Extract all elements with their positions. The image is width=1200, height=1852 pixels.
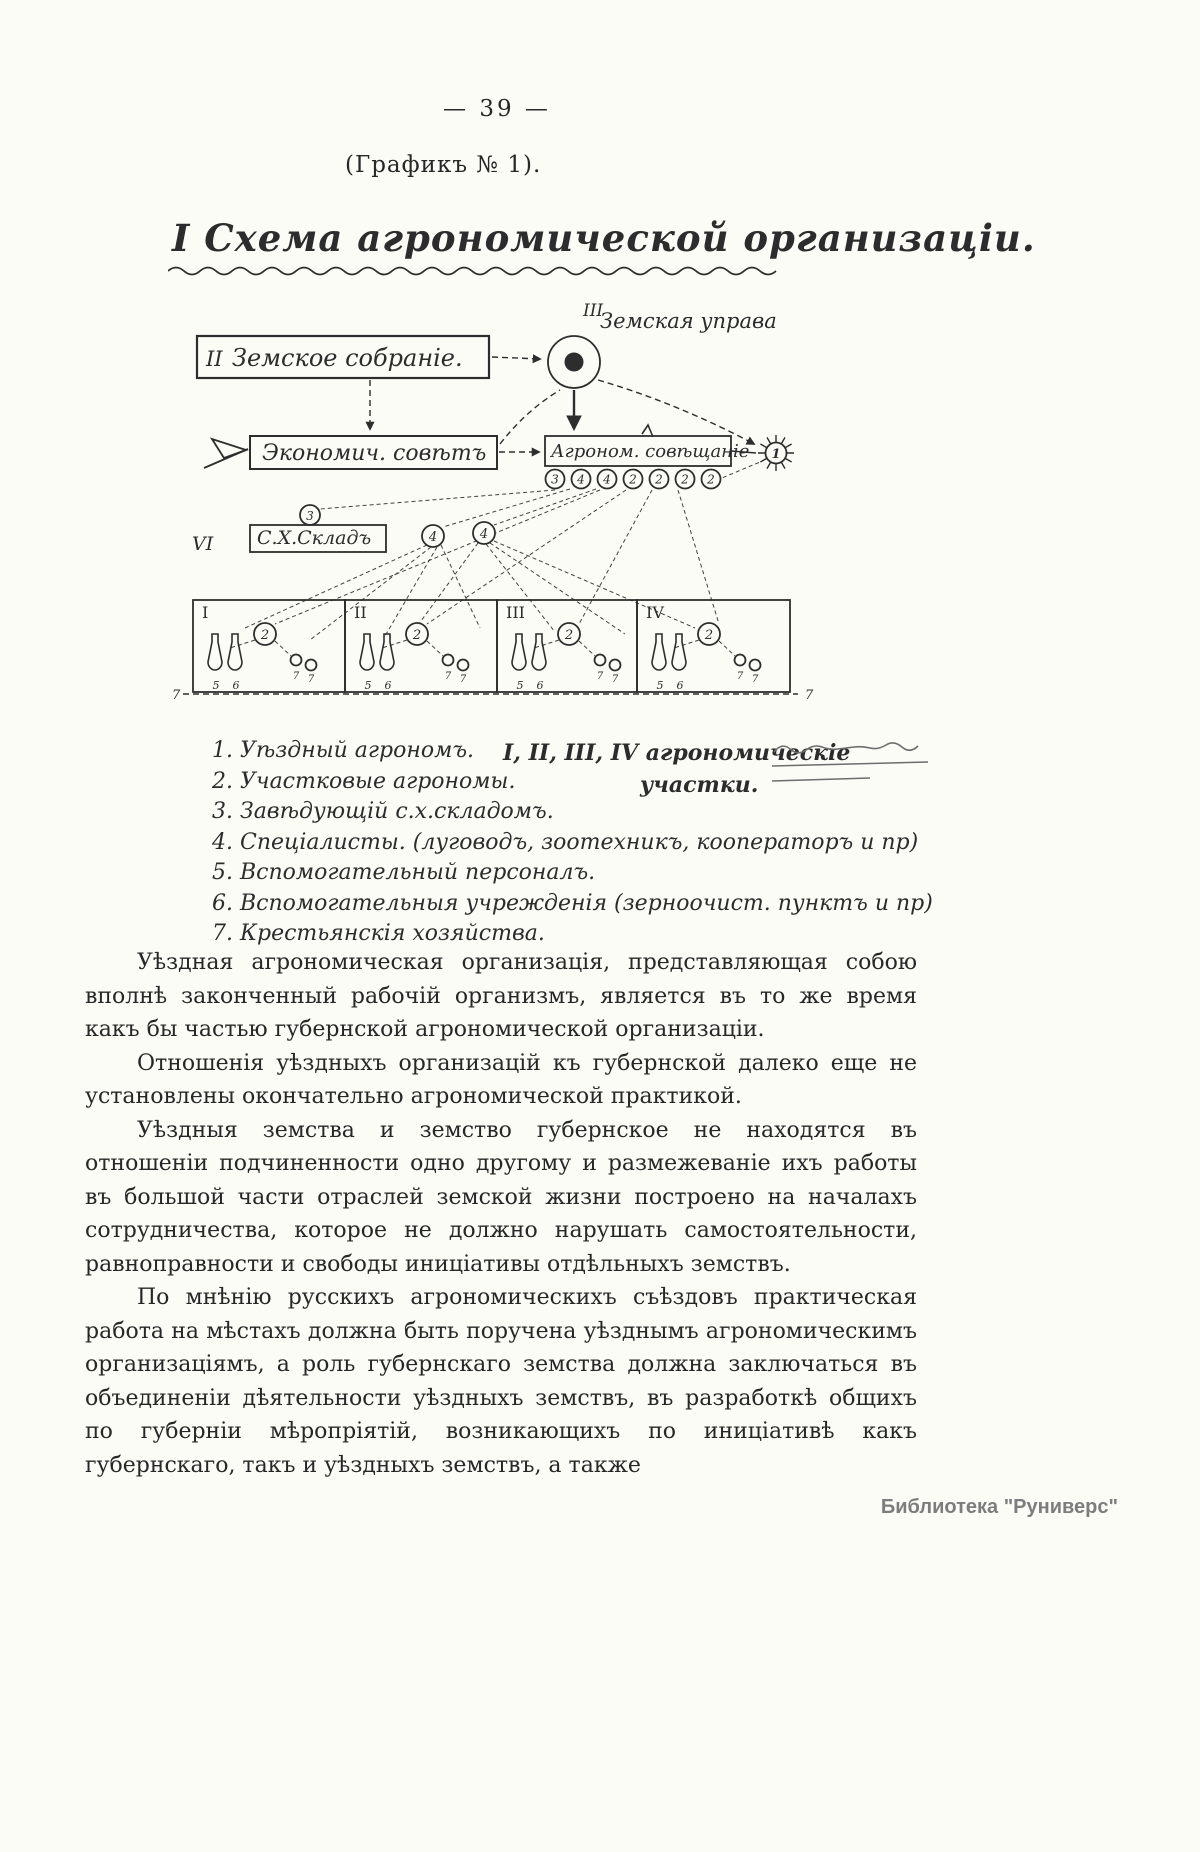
farm-number: 7 <box>307 674 315 685</box>
district-label: I <box>202 603 209 622</box>
staff-figure-icon <box>672 634 686 670</box>
legend-item: 7. Крестьянскія хозяйства. <box>212 921 545 946</box>
specialist-number: 4 <box>479 527 489 542</box>
uprava-numeral: III <box>583 301 604 321</box>
staff-number: 6 <box>384 679 392 692</box>
staff-circle-number: 4 <box>577 472 585 487</box>
farm-number: 7 <box>611 674 619 685</box>
district-box <box>345 600 497 692</box>
staff-circle-number: 2 <box>707 472 715 487</box>
diagram-title: I Схема агрономической организаціи. <box>172 216 1036 260</box>
districts-note-line1: I, II, III, IV агрономическіе <box>503 740 851 766</box>
farms-line-number: 7 <box>172 688 181 703</box>
legend-item: 2. Участковые агрономы. <box>212 768 516 794</box>
district-agronom-number: 2 <box>564 628 574 643</box>
crossed-out-annotation-icon <box>770 736 940 798</box>
farm-number: 7 <box>444 671 452 682</box>
flag-icon <box>204 439 248 468</box>
district-box <box>193 600 345 692</box>
staff-circle-number: 2 <box>629 472 637 487</box>
staff-figure-icon <box>380 634 394 670</box>
body-text <box>85 946 917 1482</box>
uprava-node-center <box>565 353 584 372</box>
econ-label: Экономич. совѣтъ <box>262 441 487 466</box>
starburst-node <box>758 435 794 471</box>
staff-circle-number: 2 <box>655 472 663 487</box>
staff-number: 5 <box>364 679 372 692</box>
staff-circle-number: 2 <box>681 472 689 487</box>
farms-line-number: 7 <box>805 688 814 703</box>
library-watermark: Библиотека "Руниверс" <box>880 1496 1118 1518</box>
sklad-label: С.Х.Складъ <box>257 527 372 549</box>
staff-figure-icon <box>208 634 222 670</box>
staff-number: 6 <box>232 679 240 692</box>
figure-caption: (Графикъ № 1). <box>345 152 542 178</box>
legend-item: 1. Уѣздный агрономъ. <box>212 738 475 763</box>
district-agronom-number: 2 <box>704 628 714 643</box>
staff-number: 6 <box>536 679 544 692</box>
sovesh-label: Агроном. совѣщаніе <box>551 441 750 462</box>
legend-item: 5. Вспомогательный персоналъ. <box>212 860 596 885</box>
staff-figure-icon <box>360 634 374 670</box>
farm-number: 7 <box>751 674 759 685</box>
legend-item: 4. Спеціалисты. (луговодъ, зоотехникъ, кооператоръ и пр) <box>212 829 919 855</box>
specialist-number: 4 <box>428 530 438 545</box>
legend-item: 6. Вспомогательныя учрежденія (зерноочист. пунктъ и пр) <box>212 890 933 916</box>
paragraph: Отношенія уѣздныхъ организацій къ губернской далеко еще не установлены окончательно агрономической практикой. <box>85 1050 917 1109</box>
paragraph: Уѣздная агрономическая организація, представляющая собою вполнѣ законченный рабочій организмъ, является въ то же время какъ бы частью губернской агрономической организаціи. <box>85 950 917 1042</box>
district-label: II <box>354 603 367 622</box>
farm-number: 7 <box>596 671 604 682</box>
district-agronom-number: 2 <box>412 628 422 643</box>
staff-figure-icon <box>228 634 242 670</box>
legend-item: 3. Завѣдующій с.х.складомъ. <box>212 799 554 824</box>
wavy-underline-icon <box>168 262 784 278</box>
sobranie-numeral: II <box>206 347 223 371</box>
organization-diagram <box>150 298 850 748</box>
farm-number: 7 <box>736 671 744 682</box>
staff-number: 5 <box>516 679 524 692</box>
staff-number: 5 <box>656 679 664 692</box>
district-box <box>637 600 790 692</box>
staff-circle-number: 4 <box>603 472 611 487</box>
district-box <box>497 600 637 692</box>
district-label: IV <box>646 603 664 622</box>
staff-number: 5 <box>212 679 220 692</box>
paragraph: По мнѣнію русскихъ агрономическихъ съѣздовъ практическая работа на мѣстахъ должна быть поручена уѣзднымъ агрономическимъ организаціямъ, а роль губернскаго земства должна заключаться въ объединеніи дѣятельности уѣздныхъ земствъ, въ разработкѣ общихъ по губерніи мѣропріятій, возникающихъ по иниціативѣ какъ губернскаго, такъ и уѣздныхъ земствъ, а также <box>85 1285 917 1478</box>
sklad-manager-number: 3 <box>306 509 314 523</box>
sovesh-staff-row <box>546 470 721 489</box>
specialist-nodes <box>422 522 495 547</box>
sobranie-label: Земское собраніе. <box>232 344 463 372</box>
farm-number: 7 <box>459 674 467 685</box>
district-label: III <box>506 603 525 622</box>
staff-circle-number: 3 <box>551 472 559 487</box>
staff-figure-icon <box>512 634 526 670</box>
farm-number: 7 <box>292 671 300 682</box>
staff-figure-icon <box>652 634 666 670</box>
staff-number: 6 <box>676 679 684 692</box>
sklad-numeral: VI <box>192 533 214 555</box>
uezd-agronom-number: 1 <box>771 447 781 462</box>
district-agronom-number: 2 <box>260 628 270 643</box>
uprava-label: Земская управа <box>600 309 777 333</box>
staff-figure-icon <box>532 634 546 670</box>
paragraph: Уѣздныя земства и земство губернское не находятся въ отношеніи подчиненности одно другому и размежеваніе ихъ работы въ большой части отраслей земской жизни построено на началахъ сотрудничества, которое не должно нарушать самостоятельности, равноправности и свободы иниціативы отдѣльныхъ земствъ. <box>85 1117 917 1277</box>
page-number: — 39 — <box>443 96 551 122</box>
districts-note-line2: участки. <box>640 772 759 798</box>
